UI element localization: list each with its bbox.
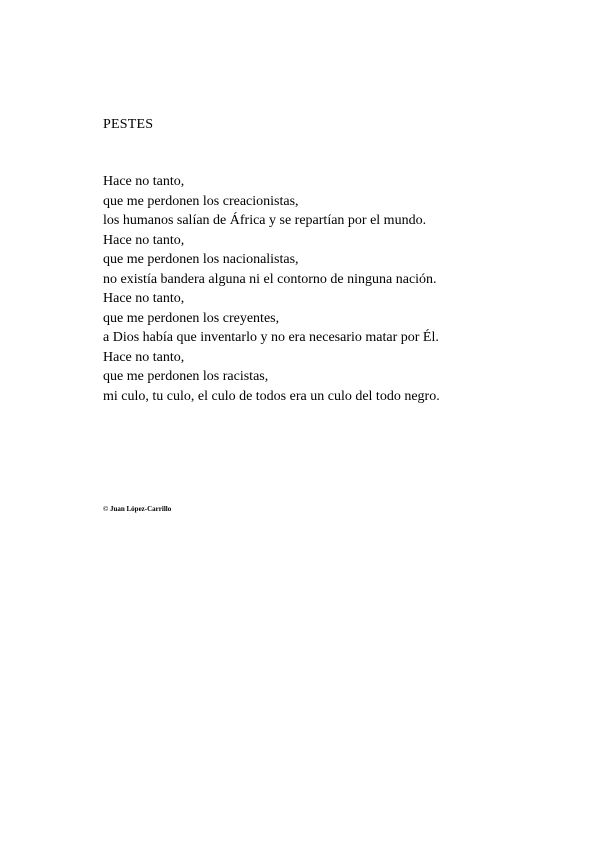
poem-line: que me perdonen los nacionalistas, [103, 252, 299, 267]
poem-line: Hace no tanto, [103, 174, 185, 189]
poem-line: no existía bandera alguna ni el contorno de ninguna nación. [103, 271, 437, 287]
poem-line: Hace no tanto, [103, 232, 185, 248]
poem-line: los humanos salían de África y se repartían por el mundo. [103, 213, 427, 228]
copyright-notice: © Juan López-Carrillo [103, 505, 172, 513]
poem-body [103, 172, 573, 406]
poem-line: que me perdonen los creyentes, [103, 310, 280, 326]
poem-line: Hace no tanto, [103, 349, 185, 365]
poem-line: que me perdonen los creacionistas, [103, 193, 299, 209]
poem-line: que me perdonen los racistas, [103, 369, 269, 384]
poem-line: mi culo, tu culo, el culo de todos era un culo del todo negro. [103, 388, 440, 404]
poem-line: a Dios había que inventarlo y no era necesario matar por Él. [103, 330, 439, 345]
poem-title: PESTES [103, 117, 154, 132]
poem-line: Hace no tanto, [103, 291, 185, 306]
